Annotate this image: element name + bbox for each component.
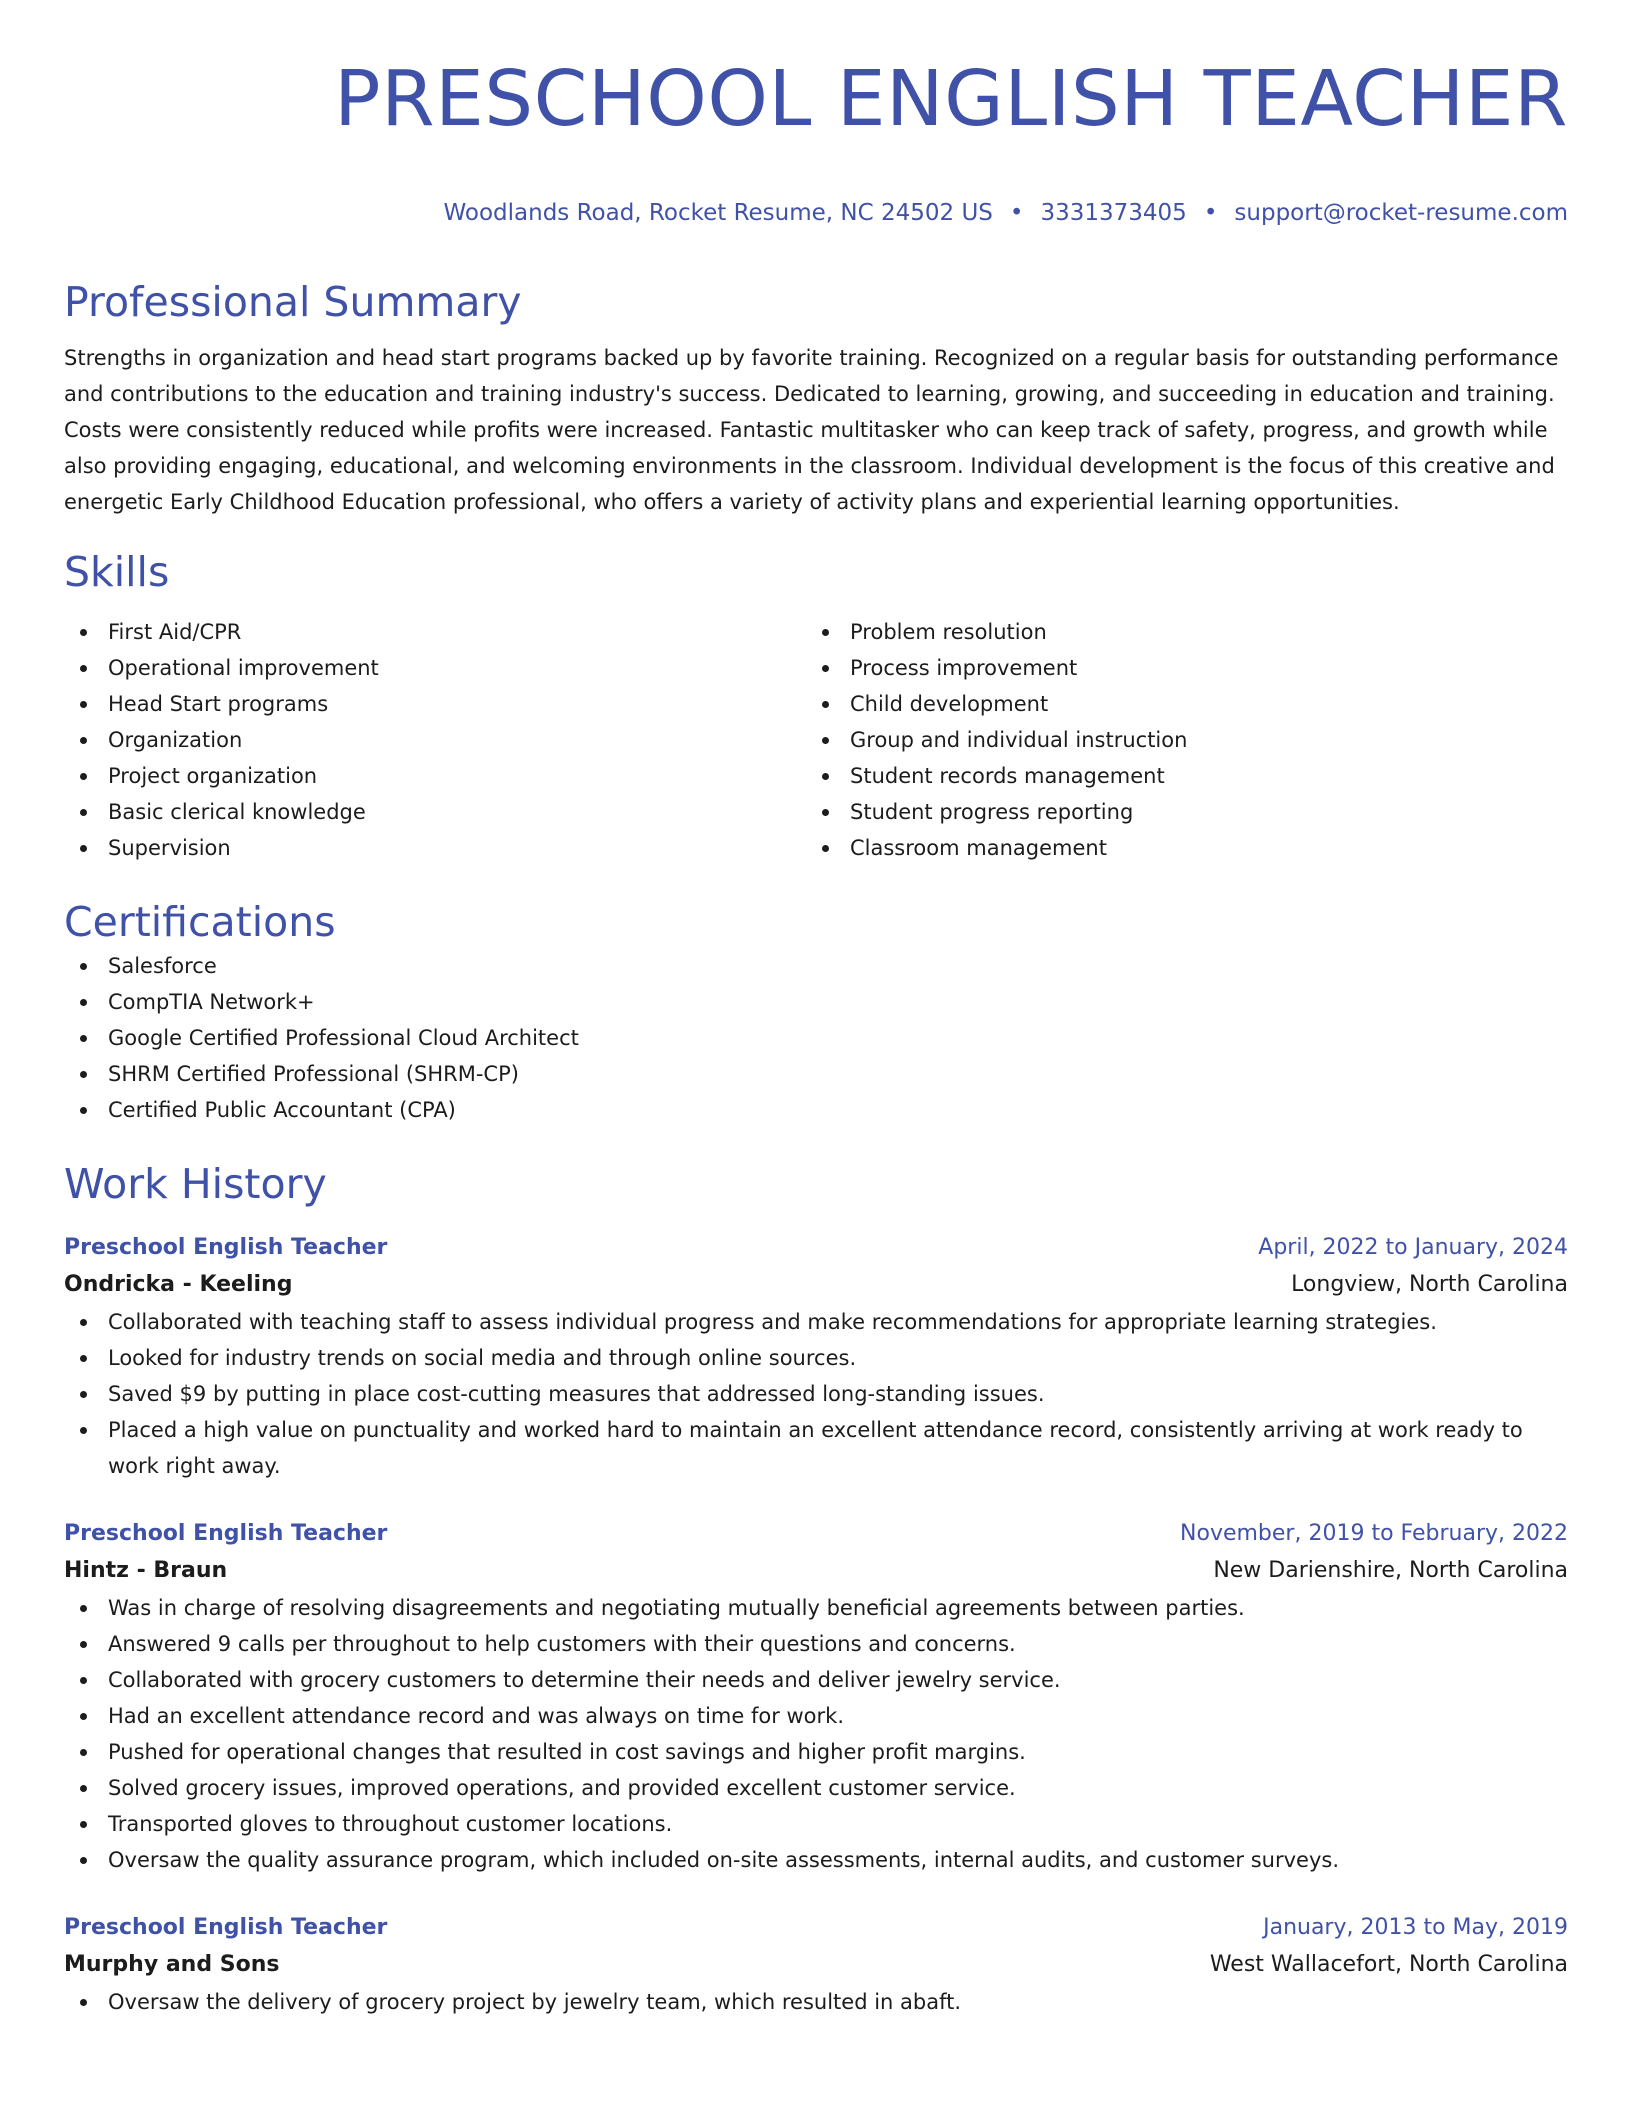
job-bullet: Transported gloves to throughout customer locations. [64, 1806, 1568, 1842]
skill-item: Head Start programs [64, 686, 806, 722]
skills-section [64, 546, 1568, 866]
job-header-row [64, 1910, 1568, 1946]
certification-item: Salesforce [64, 948, 1568, 984]
job-title: Preschool English Teacher [64, 1235, 388, 1260]
job-dates: April, 2022 to January, 2024 [1258, 1235, 1568, 1260]
job-bullet: Oversaw the delivery of grocery project by jewelry team, which resulted in abaft. [64, 1984, 1568, 2020]
skill-item: Basic clerical knowledge [64, 794, 806, 830]
job-bullet: Collaborated with teaching staff to assess individual progress and make recommendations for appropriate learning strategies. [64, 1304, 1568, 1340]
job-location: Longview, North Carolina [1291, 1272, 1568, 1297]
section-title: Certifications [64, 898, 336, 946]
contact-email: support@rocket-resume.com [1234, 200, 1568, 226]
section-title: Work History [64, 1160, 327, 1208]
skill-item: Group and individual instruction [806, 722, 1548, 758]
section-title: Skills [64, 548, 170, 596]
skills-column-left [64, 614, 806, 866]
skill-item: Process improvement [806, 650, 1548, 686]
job-company: Ondricka - Keeling [64, 1272, 293, 1297]
job-location: New Darienshire, North Carolina [1213, 1558, 1568, 1583]
job-entry [64, 1230, 1568, 1484]
contact-phone: 3331373405 [1040, 200, 1187, 226]
skill-item: Organization [64, 722, 806, 758]
certifications-list [64, 948, 1568, 1128]
certification-item: Google Certified Professional Cloud Architect [64, 1020, 1568, 1056]
job-location: West Wallacefort, North Carolina [1209, 1952, 1568, 1977]
certifications-section [64, 896, 1568, 1128]
skill-item: Operational improvement [64, 650, 806, 686]
certification-item: Certified Public Accountant (CPA) [64, 1092, 1568, 1128]
certification-item: SHRM Certified Professional (SHRM-CP) [64, 1056, 1568, 1092]
job-bullet: Answered 9 calls per throughout to help customers with their questions and concerns. [64, 1626, 1568, 1662]
job-company: Hintz - Braun [64, 1558, 228, 1583]
professional-summary-section [64, 276, 1568, 520]
job-dates: November, 2019 to February, 2022 [1180, 1521, 1568, 1546]
job-entry [64, 1910, 1568, 2020]
section-title: Professional Summary [64, 278, 522, 326]
job-bullet: Was in charge of resolving disagreements and negotiating mutually beneficial agreements between parties. [64, 1590, 1568, 1626]
job-bullets [64, 1590, 1568, 1878]
job-bullet: Placed a high value on punctuality and worked hard to maintain an excellent attendance record, consistently arriving at work ready to work right away. [64, 1412, 1568, 1484]
skill-item: Classroom management [806, 830, 1548, 866]
job-header-row [64, 1230, 1568, 1266]
summary-text: Strengths in organization and head start programs backed up by favorite training. Recognized on a regular basis for outstanding performance and contributions to the education and training industry's success. Dedicated to learning, growing, and succeeding in education and training. Costs were consistently reduced while profits were increased. Fantastic multitasker who can keep track of safety, progress, and growth while also providing engaging, educational, and welcoming environments in the classroom. Individual development is the focus of this creative and energetic Early Childhood Education professional, who offers a variety of activity plans and experiential learning opportunities. [64, 346, 1559, 514]
resume-header [64, 0, 1568, 230]
skill-item: Project organization [64, 758, 806, 794]
skill-item: Supervision [64, 830, 806, 866]
job-header-row [64, 1516, 1568, 1552]
job-bullet: Solved grocery issues, improved operations, and provided excellent customer service. [64, 1770, 1568, 1806]
job-bullet: Oversaw the quality assurance program, which included on-site assessments, internal audits, and customer surveys. [64, 1842, 1568, 1878]
job-bullet: Saved $9 by putting in place cost-cutting measures that addressed long-standing issues. [64, 1376, 1568, 1412]
contact-line [64, 196, 1568, 230]
job-dates: January, 2013 to May, 2019 [1263, 1915, 1568, 1940]
skill-item: Problem resolution [806, 614, 1548, 650]
job-company-row [64, 1266, 1568, 1304]
job-title: Preschool English Teacher [64, 1915, 388, 1940]
contact-separator: • [1203, 200, 1218, 226]
contact-separator: • [1009, 200, 1024, 226]
skill-item: Child development [806, 686, 1548, 722]
job-company-row [64, 1946, 1568, 1984]
job-bullet: Pushed for operational changes that resulted in cost savings and higher profit margins. [64, 1734, 1568, 1770]
skills-column-right [806, 614, 1548, 866]
contact-address: Woodlands Road, Rocket Resume, NC 24502 US [443, 200, 993, 226]
job-bullet: Had an excellent attendance record and was always on time for work. [64, 1698, 1568, 1734]
work-history-section [64, 1158, 1568, 2020]
skills-grid [64, 614, 1568, 866]
certification-item: CompTIA Network+ [64, 984, 1568, 1020]
skill-item: Student records management [806, 758, 1548, 794]
candidate-name: PRESCHOOL ENGLISH TEACHER [334, 55, 1568, 144]
job-title: Preschool English Teacher [64, 1521, 388, 1546]
skill-item: First Aid/CPR [64, 614, 806, 650]
job-bullets [64, 1304, 1568, 1484]
job-bullet: Looked for industry trends on social media and through online sources. [64, 1340, 1568, 1376]
job-company: Murphy and Sons [64, 1952, 280, 1977]
job-bullet: Collaborated with grocery customers to determine their needs and deliver jewelry service. [64, 1662, 1568, 1698]
job-bullets [64, 1984, 1568, 2020]
skill-item: Student progress reporting [806, 794, 1548, 830]
job-company-row [64, 1552, 1568, 1590]
job-entry [64, 1516, 1568, 1878]
